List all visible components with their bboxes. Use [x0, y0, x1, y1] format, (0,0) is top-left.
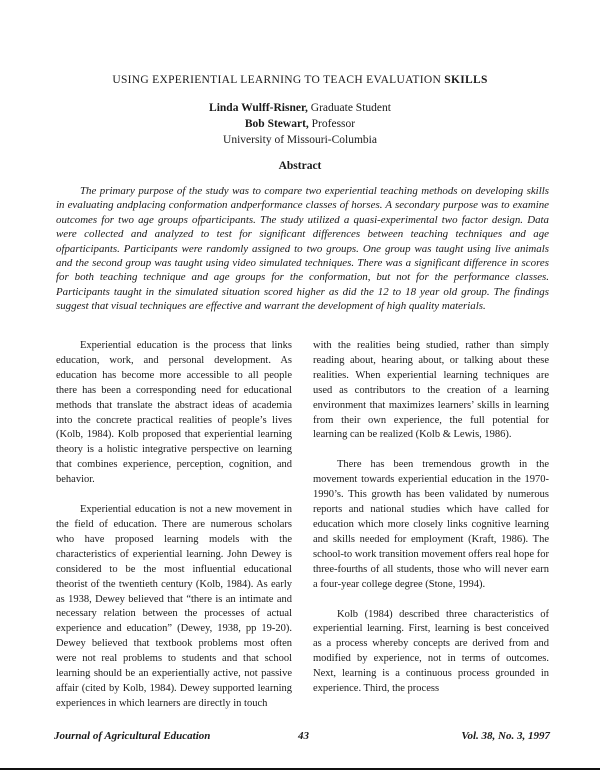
author-block: [100, 100, 500, 148]
paper-title: [40, 74, 560, 86]
affiliation: University of Missouri-Columbia: [223, 134, 377, 146]
author-1: [100, 100, 500, 116]
paragraph: Experiential education is not a new movement in the field of education. There are numerous scholars who have proposed learning models with the characteristics of experiential learning. John Dewey is considered to be the most influential educational theorist of the twentieth century (Kolb, 1984). As early as 1938, Dewey believed that “there is an intimate and necessary relation between the processes of actual experience and education” (Dewey, 1938, pp 19-20). Dewey believed that textbook problems most often were not real problems to students and that school learning should be an experientially active, not passive affair (cited by Kolb, 1984). Dewey supported learning experiences in which learners are directly in touch: [56, 504, 292, 709]
author-2-role: Professor: [311, 118, 356, 130]
footer-volume: Vol. 38, No. 3, 1997: [461, 730, 550, 742]
paragraph: with the realities being studied, rather than simply reading about, hearing about, or talking about these realities. When experiential learning techniques are used as contributors to the creation of a learning environment that maximizes learners’ skills in learning from their own experience, the full potential for learning can be realized (Kolb & Lewis, 1986).: [313, 340, 549, 441]
author-2-name: Bob Stewart,: [244, 118, 309, 130]
body-column-right: [313, 339, 549, 697]
paragraph: There has been tremendous growth in the movement towards experiential education in the 1970-1990’s. This growth has been validated by numerous reports and national studies which have called for education which more closely links cognitive learning and skills needed for employment (Kraft, 1986). The school-to work transition movement offers real hope for three-fourths of all students, those who will never earn a four-year college degree (Stone, 1994).: [313, 459, 549, 590]
abstract-text: The primary purpose of the study was to compare two experiential teaching methods on developing skills in evaluating andplacing conformation andperformance classes of horses. A secondary purpose was to examine outcomes for two age groups ofparticipants. The study utilized a quasi-experimental two factor design. Data were collected and analyzed to test for significant differences between teaching techniques and age ofparticipants. Participants were randomly assigned to two groups. One group was taught using live animals and the second group was taught using video simulated techniques. There was a significant difference in scores for both teaching technique and age groups for the conformation, but not for the performance classes. Participants taught in the simulated situation scored higher as did the 12 to 18 year old group. The findings suggest that visual techniques are effective and warrant the development of high quality materials.: [56, 185, 549, 313]
body-column-left: [56, 339, 292, 712]
footer-rule: [0, 768, 600, 770]
page-footer: [54, 730, 550, 746]
title-text: USING EXPERIENTIAL LEARNING TO TEACH EVALUATION: [112, 74, 442, 86]
author-1-name: Linda Wulff-Risner,: [209, 102, 308, 114]
footer-page-number: 43: [298, 730, 309, 742]
paragraph: Experiential education is the process that links education, work, and personal development. As education has become more accessible to all people there has been a corresponding need for educational methods that translate the abstract ideas of academia into the concrete practical realities of people’s lives (Kolb, 1984). Kolb proposed that experiential learning theory is a holistic integrative perspective on learning that combines experience, perception, cognition, and behavior.: [56, 340, 292, 486]
footer-journal: Journal of Agricultural Education: [54, 730, 211, 742]
title-emphasis: SKILLS: [444, 74, 488, 86]
author-1-role: Graduate Student: [310, 102, 391, 114]
author-2: [100, 116, 500, 132]
abstract-heading: Abstract: [278, 160, 322, 172]
paragraph: Kolb (1984) described three characteristics of experiential learning. First, learning is best conceived as a process whereby concepts are derived from and modified by experience, not in terms of outcomes. Next, learning is a continuous process grounded in experience. Third, the process: [313, 608, 549, 695]
